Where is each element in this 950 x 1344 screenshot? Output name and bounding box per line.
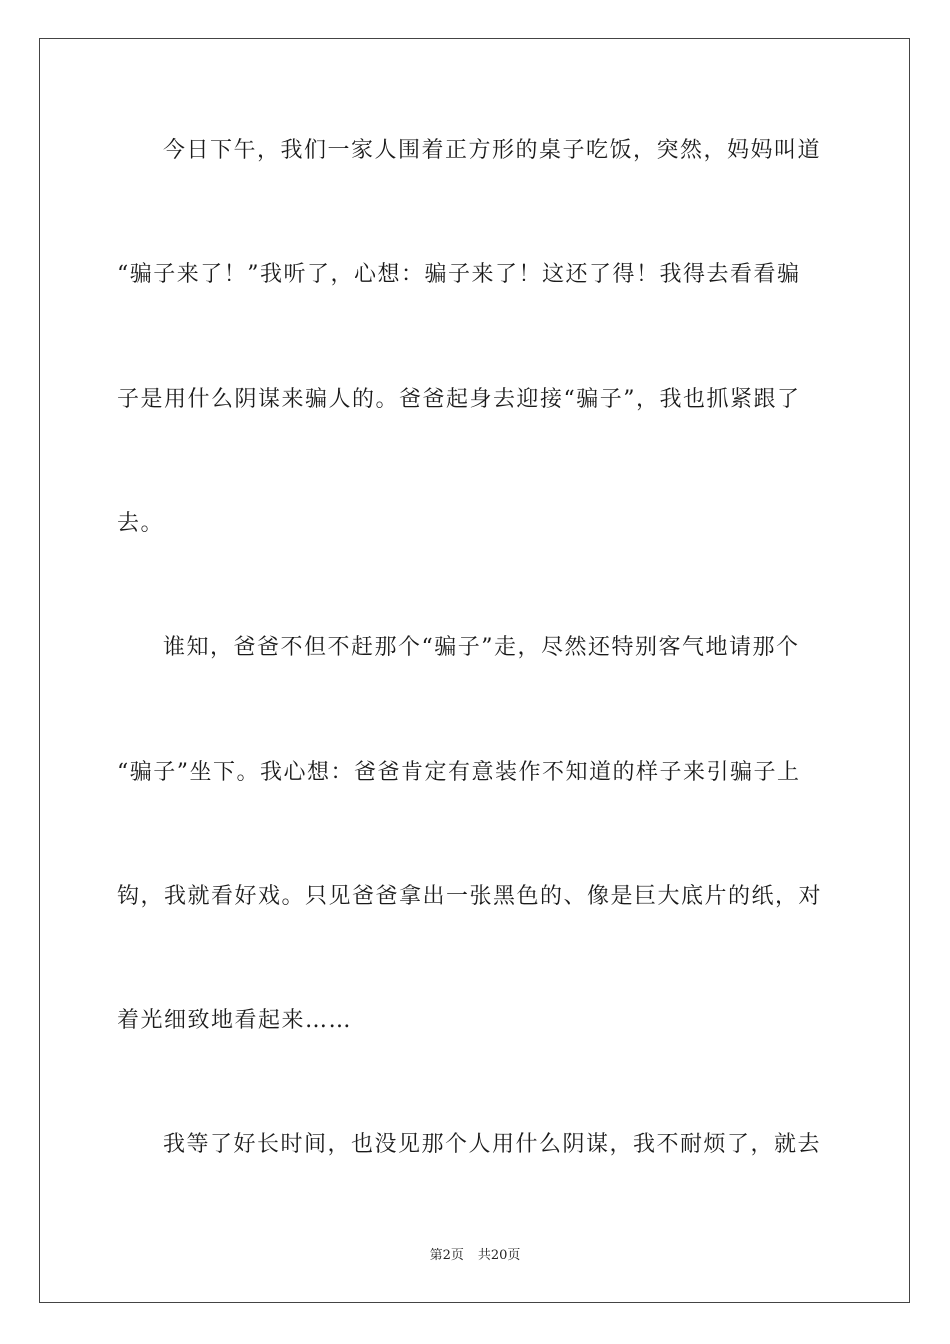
paragraph-2-line-2: “骗子”坐下。我心想：爸爸肯定有意装作不知道的样子来引骗子上 xyxy=(117,760,801,785)
paragraph-2-line-4: 着光细致地看起来…… xyxy=(117,1008,353,1033)
page-total: 共20页 xyxy=(477,1248,521,1263)
paragraph-1-line-3: 子是用什么阴谋来骗人的。爸爸起身去迎接“骗子”，我也抓紧跟了 xyxy=(117,387,801,412)
page-number: 第2页 xyxy=(429,1248,464,1263)
paragraph-1-line-2: “骗子来了！”我听了，心想：骗子来了！这还了得！我得去看看骗 xyxy=(117,262,801,287)
page-footer xyxy=(0,1247,950,1265)
paragraph-1-line-4: 去。 xyxy=(117,511,165,536)
page-border xyxy=(39,38,910,1303)
paragraph-2-line-1: 谁知，爸爸不但不赶那个“骗子”走，尽然还特别客气地请那个 xyxy=(163,635,800,660)
paragraph-3-line-1: 我等了好长时间，也没见那个人用什么阴谋，我不耐烦了，就去 xyxy=(163,1132,822,1157)
paragraph-2-line-3: 钩，我就看好戏。只见爸爸拿出一张黑色的、像是巨大底片的纸，对 xyxy=(117,884,823,909)
paragraph-1-line-1: 今日下午，我们一家人围着正方形的桌子吃饭，突然，妈妈叫道 xyxy=(163,138,822,163)
